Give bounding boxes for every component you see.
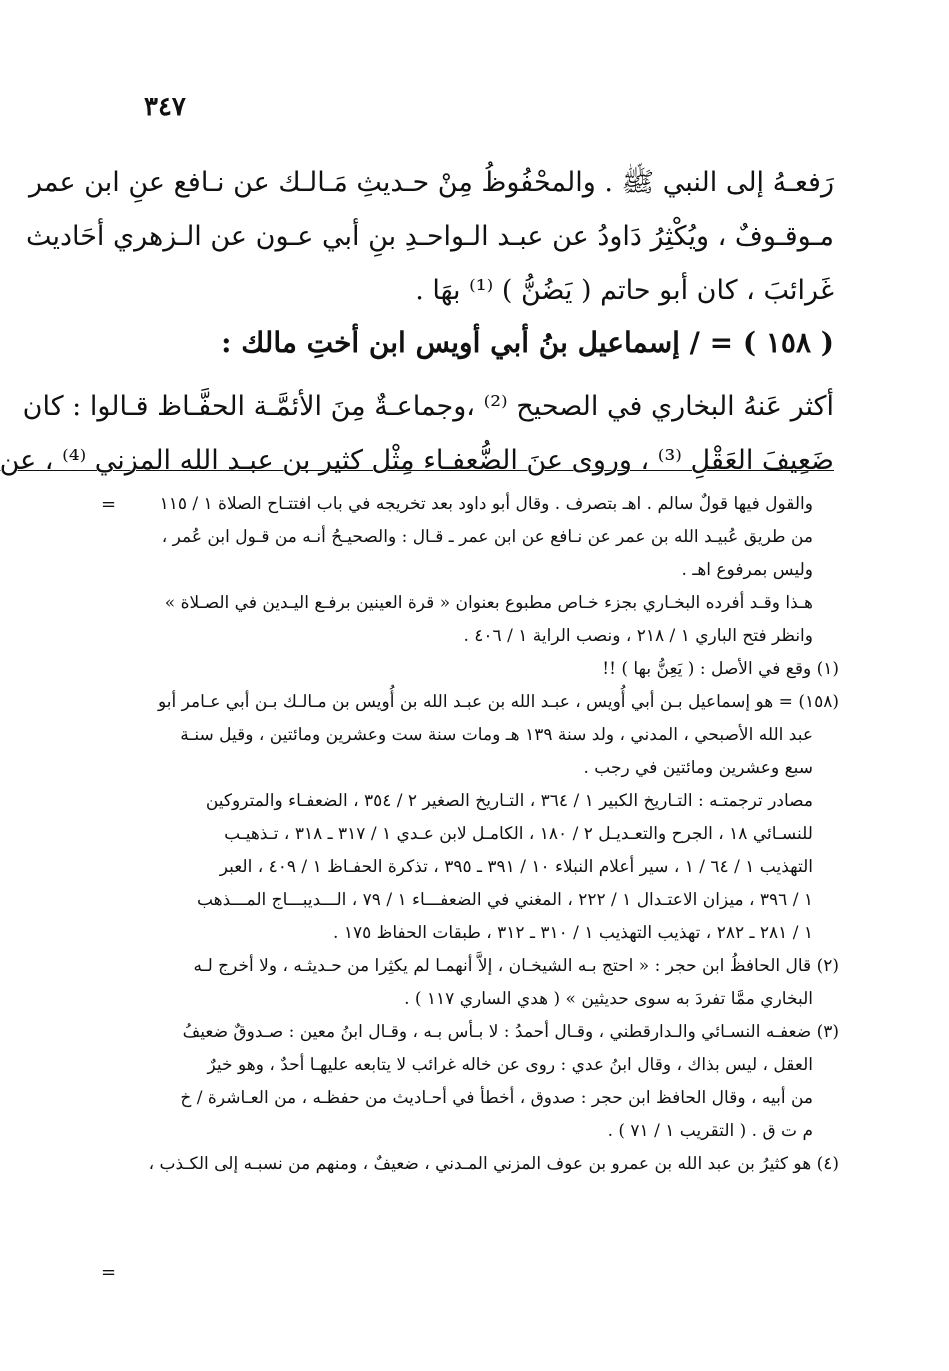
page-number: ٣٤٧ xyxy=(144,92,186,122)
footnote-line: وانظر فتح الباري ١ / ٢١٨ ، ونصب الراية ١ / ٤٠٦ . xyxy=(463,626,813,646)
entry-heading: ( ١٥٨ ) = / إسماعيل بنُ أبي أويس ابن أختِ مالك : xyxy=(221,326,834,359)
footnote-158: (١٥٨) = هو إسماعيل بـن أبي أُويس ، عبـد الله بن عبـد الله بن أُويس بن مـالـك بـن أبي عـامر أبو xyxy=(157,692,839,712)
footnote-line: سبع وعشرين ومائتين في رجب . xyxy=(583,758,813,778)
footnote-2: (٢) قال الحافظُ ابن حجر : « احتج بـه الشيخـان ، إلاَّ أنهمـا لم يكثِرا من حـديثـه ، ولا أخرج لـه xyxy=(193,956,839,976)
main-line: غَرائبَ ، كان أبو حاتم ( يَضُنُّ ) ⁽¹⁾ بهَا . xyxy=(415,275,834,306)
continuation-mark: = xyxy=(101,494,117,515)
footnote-line: م ت ق . ( التقريب ١ / ٧١ ) . xyxy=(607,1121,813,1141)
footnotes xyxy=(99,488,839,1181)
footnote-line: العقل ، ليس بذاك ، وقال ابنُ عدي : روى عن خاله غرائب لا يتابعه عليهـا أحدٌ ، وهو خيرٌ xyxy=(207,1055,813,1075)
main-line: رَفعـهُ إلى النبي ﷺ . والمحْفُوظُ مِنْ حـديثِ مَـالـك عن نـافع عنِ ابن عمر xyxy=(28,167,834,198)
footnote-line: عبد الله الأصبحي ، المدني ، ولد سنة ١٣٩ هـ ومات سنة ست وعشرين ومائتين ، وقيل سنـة xyxy=(180,725,813,745)
main-line: ضَعِيفَ العَقْلِ ⁽³⁾ ، وروى عنَ الضُّعفـاء مِثْل كثير بن عبـد الله المزني ⁽⁴⁾ ، عن xyxy=(0,445,834,476)
footnote-line: مصادر ترجمتـه : التـاريخ الكبير ١ / ٣٦٤ ، التـاريخ الصغير ٢ / ٣٥٤ ، الضعفـاء والمتروكين xyxy=(205,791,813,811)
footnote-line: من أبيه ، وقال الحافظ ابن حجر : صدوق ، أخطأ في أحـاديث من حفظـه ، من العـاشرة / خ xyxy=(180,1088,813,1108)
footnote-line: ١ / ٣٩٦ ، ميزان الاعتـدال ١ / ٢٢٢ ، المغني في الضعفـــاء ١ / ٧٩ ، الـــديبـــاج المـــذهب xyxy=(196,890,813,910)
main-line: مـوقـوفٌ ، ويُكْثِرُ دَاودُ عن عبـد الـواحـدِ بنِ أبي عـون عن الـزهري أحَاديث xyxy=(25,221,834,252)
main-line: أكثر عَنهُ البخاري في الصحيح ⁽²⁾ ،وجماعـةٌ مِنَ الأئمَّـة الحفَّـاظ قـالوا : كان xyxy=(22,391,834,422)
footnote-line: وليس بمرفوع اهـ . xyxy=(681,560,813,580)
footnote-1: (١) وقع في الأصل : ( يَعِنُّ بها ) !! xyxy=(602,659,839,679)
footnote-line: ١ / ٢٨١ ـ ٢٨٢ ، تهذيب التهذيب ١ / ٣١٠ ـ ٣١٢ ، طبقات الحفاظ ١٧٥ . xyxy=(333,923,813,943)
footnote-line: هـذا وقـد أفرده البخـاري بجزء خـاص مطبوع بعنوان « قرة العينين برفـع اليـدين في الصـلاة » xyxy=(164,593,813,613)
continuation-mark: = xyxy=(101,1262,117,1283)
footnote-3: (٣) ضعفـه النسـائي والـدارقطني ، وقـال أحمدُ : لا بـأس بـه ، وقـال ابنُ معين : صـدوقٌ ضعيفُ xyxy=(182,1022,839,1042)
main-text-block-2 xyxy=(0,380,834,488)
main-text-block-1 xyxy=(25,156,834,318)
footnote-line: البخاري ممَّا تفردَ به سوى حديثين » ( هدي الساري ١١٧ ) . xyxy=(404,989,813,1009)
footnote-line: والقول فيها قولٌ سالم . اهـ بتصرف . وقال أبو داود بعد تخريجه في باب افتتـاح الصلاة ١ / ١١٥ xyxy=(159,494,813,514)
footnote-line: من طريق عُبيـد الله بن عمر عن نـافع عن ابن عمر ـ قـال : والصحيـحُ أنـه من قـول ابن عُمر ، xyxy=(161,527,813,547)
footnote-line: التهذيب ١ / ٦٤ / ١ ، سير أعلام النبلاء ١٠ / ٣٩١ ـ ٣٩٥ ، تذكرة الحفـاظ ١ / ٤٠٩ ، العبر xyxy=(219,857,813,877)
footnote-line: للنسـائي ١٨ ، الجرح والتعـديـل ٢ / ١٨٠ ، الكامـل لابن عـدي ١ / ٣١٧ ـ ٣١٨ ، تـذهيـب xyxy=(224,824,813,844)
footnote-4: (٤) هو كثيرُ بن عبد الله بن عمرو بن عوف المزني المـدني ، ضعيفٌ ، ومنهم من نسبـه إلى الكـذب ، xyxy=(148,1154,839,1174)
